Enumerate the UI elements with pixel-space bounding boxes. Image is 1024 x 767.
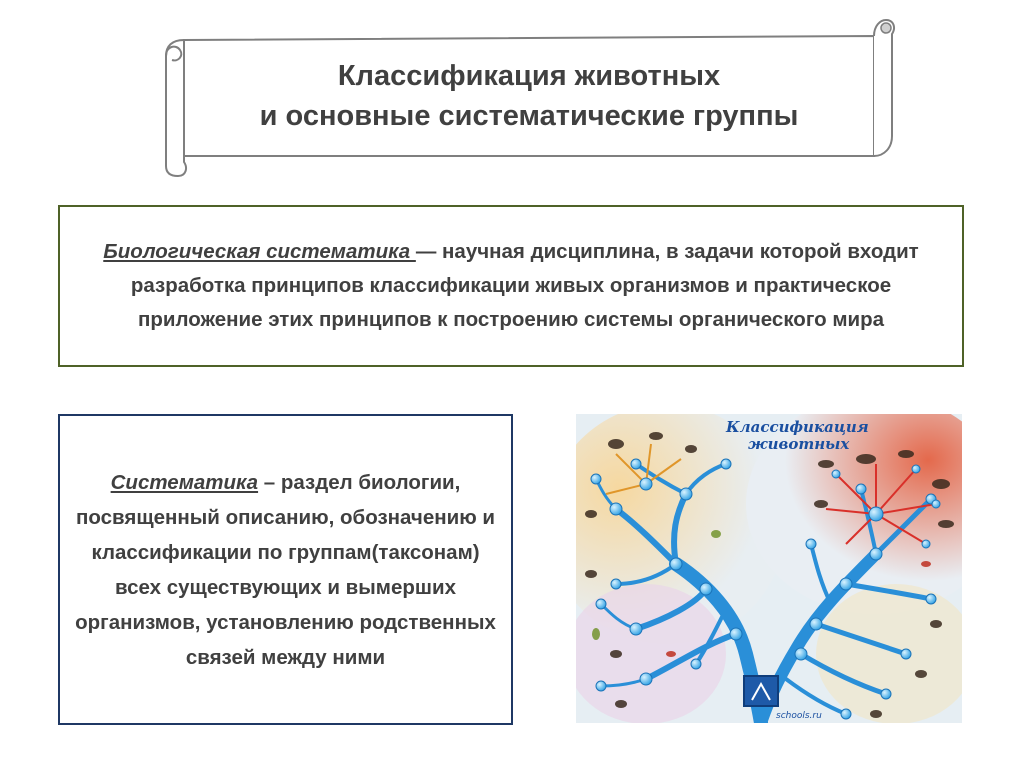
page-title-line2: и основные систематические группы <box>259 100 799 132</box>
definition-box <box>58 205 964 367</box>
definition-text <box>60 235 962 337</box>
title-banner <box>162 16 896 178</box>
page-title-line1: Классификация животных <box>337 60 721 92</box>
systematics-box <box>58 414 513 725</box>
classification-tree-image <box>576 414 962 723</box>
definition-body: — научная дисциплина, в задачи которой входит разработка принципов классификации живых организмов и практическое приложение этих принципов к построению системы органического мира <box>130 240 919 331</box>
definition-term: Биологическая систематика <box>103 240 416 263</box>
systematics-text <box>60 465 511 675</box>
systematics-body: – раздел биологии, посвященный описанию, обозначению и классификации по группам(таксонам) всех существующих и вымерших организмов, установлению родственных связей между ними <box>75 470 496 669</box>
picture-title-line1: Классификация <box>726 418 869 436</box>
picture-watermark: schools.ru <box>776 711 822 721</box>
page-title <box>192 56 866 136</box>
picture-title-line2: животных <box>748 435 850 453</box>
systematics-term: Систематика <box>110 470 259 494</box>
